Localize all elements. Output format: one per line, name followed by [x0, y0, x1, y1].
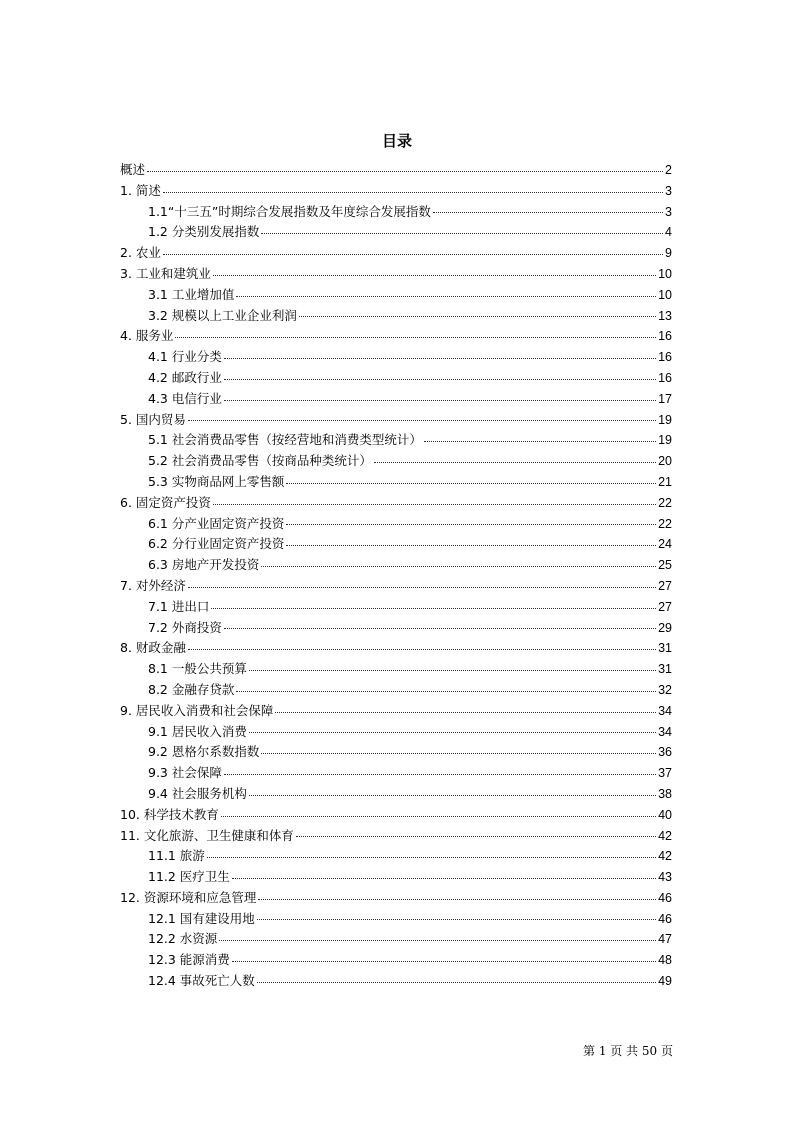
- toc-entry-label: 6.3 房地产开发投资: [148, 557, 260, 573]
- toc-entry[interactable]: [120, 181, 672, 202]
- toc-entry[interactable]: [120, 846, 672, 867]
- toc-dot-leader: [257, 918, 656, 920]
- toc-entry[interactable]: [120, 410, 672, 431]
- toc-entry[interactable]: [120, 909, 672, 930]
- toc-entry-label: 1.2 分类别发展指数: [148, 224, 260, 240]
- toc-entry-label: 9. 居民收入消费和社会保障: [120, 702, 274, 718]
- toc-dot-leader: [299, 315, 656, 317]
- toc-entry[interactable]: [120, 638, 672, 659]
- toc-entry[interactable]: [120, 576, 672, 597]
- toc-entry[interactable]: [120, 742, 672, 763]
- toc-entry-page: 9: [665, 246, 672, 261]
- toc-entry-label: 7.2 外商投资: [148, 619, 222, 635]
- toc-entry[interactable]: [120, 597, 672, 618]
- toc-entry-label: 6.2 分行业固定资产投资: [148, 536, 285, 552]
- toc-entry-page: 34: [658, 703, 672, 718]
- toc-entry-label: 12.2 水资源: [148, 931, 218, 947]
- toc-entry-label: 9.3 社会保障: [148, 765, 222, 781]
- toc-entry-label: 4.3 电信行业: [148, 390, 222, 406]
- toc-entry-page: 46: [658, 890, 672, 905]
- toc-entry-label: 5.3 实物商品网上零售额: [148, 473, 285, 489]
- toc-entry-page: 48: [658, 953, 672, 968]
- toc-dot-leader: [163, 191, 663, 193]
- toc-entry[interactable]: [120, 950, 672, 971]
- toc-entry-label: 11. 文化旅游、卫生健康和体育: [120, 827, 294, 843]
- toc-dot-leader: [424, 440, 656, 442]
- toc-entry-page: 16: [658, 370, 672, 385]
- toc-dot-leader: [296, 835, 656, 837]
- toc-entry[interactable]: [120, 514, 672, 535]
- toc-dot-leader: [224, 399, 656, 401]
- toc-dot-leader: [147, 170, 663, 172]
- toc-dot-leader: [374, 461, 656, 463]
- toc-entry[interactable]: [120, 347, 672, 368]
- toc-dot-leader: [224, 378, 656, 380]
- toc-entry[interactable]: [120, 826, 672, 847]
- toc-entry-label: 11.2 医疗卫生: [148, 869, 230, 885]
- toc-entry[interactable]: [120, 659, 672, 680]
- toc-entry-label: 10. 科学技术教育: [120, 806, 219, 822]
- toc-entry-page: 47: [658, 932, 672, 947]
- toc-entry-page: 2: [665, 163, 672, 177]
- toc-entry-label: 7. 对外经济: [120, 577, 186, 593]
- toc-entry[interactable]: [120, 534, 672, 555]
- toc-dot-leader: [286, 482, 656, 484]
- toc-dot-leader: [236, 295, 656, 297]
- toc-entry-label: 3. 工业和建筑业: [120, 265, 211, 281]
- toc-entry-page: 3: [665, 183, 672, 198]
- toc-entry[interactable]: [120, 971, 672, 992]
- toc-dot-leader: [207, 856, 656, 858]
- toc-entry[interactable]: [120, 451, 672, 472]
- toc-dot-leader: [286, 544, 656, 546]
- toc-entry-page: 31: [658, 662, 672, 677]
- toc-entry[interactable]: [120, 264, 672, 285]
- toc-entry-label: 8.1 一般公共预算: [148, 661, 247, 677]
- toc-dot-leader: [257, 981, 656, 983]
- toc-dot-leader: [236, 690, 656, 692]
- toc-entry-label: 8. 财政金融: [120, 640, 186, 656]
- toc-entry-label: 12.4 事故死亡人数: [148, 973, 255, 989]
- toc-entry-label: 5. 国内贸易: [120, 411, 186, 427]
- toc-title: 目录: [381, 132, 412, 150]
- toc-dot-leader: [286, 523, 656, 525]
- toc-entry[interactable]: [120, 784, 672, 805]
- toc-entry-page: 40: [658, 807, 672, 822]
- toc-entry-label: 12.3 能源消费: [148, 952, 230, 968]
- toc-dot-leader: [258, 898, 656, 900]
- toc-entry-page: 27: [658, 599, 672, 614]
- toc-entry-label: 4.2 邮政行业: [148, 369, 222, 385]
- toc-entry-label: 3.2 规模以上工业企业利润: [148, 307, 297, 323]
- toc-entry-page: 36: [658, 745, 672, 760]
- toc-entry-label: 3.1 工业增加值: [148, 286, 235, 302]
- toc-entry[interactable]: [120, 202, 672, 223]
- toc-dot-leader: [232, 877, 656, 879]
- toc-dot-leader: [249, 794, 656, 796]
- toc-entry-page: 32: [658, 682, 672, 697]
- toc-entry-label: 9.1 居民收入消费: [148, 723, 247, 739]
- toc-entry-label: 2. 农业: [120, 245, 161, 261]
- toc-entry-page: 43: [658, 870, 672, 885]
- toc-entry-page: 29: [658, 620, 672, 635]
- toc-entry-page: 46: [658, 911, 672, 926]
- toc-dot-leader: [275, 711, 656, 713]
- toc-dot-leader: [232, 960, 656, 962]
- toc-entry[interactable]: [120, 306, 672, 327]
- toc-entry-label: 1.1“十三五”时期综合发展指数及年度综合发展指数: [148, 203, 431, 219]
- toc-entry-page: 16: [658, 329, 672, 344]
- toc-entry-page: 13: [658, 308, 672, 323]
- toc-entry[interactable]: [120, 805, 672, 826]
- toc-dot-leader: [224, 357, 656, 359]
- toc-entry-label: 9.4 社会服务机构: [148, 785, 247, 801]
- toc-entry-page: 25: [658, 558, 672, 573]
- toc-entry[interactable]: [120, 680, 672, 701]
- toc-dot-leader: [261, 232, 663, 234]
- toc-entry-label: 5.1 社会消费品零售（按经营地和消费类型统计）: [148, 432, 422, 448]
- toc-entry-page: 34: [658, 724, 672, 739]
- toc-entry-page: 42: [658, 849, 672, 864]
- toc-entry-label: 4.1 行业分类: [148, 349, 222, 365]
- toc-dot-leader: [163, 253, 663, 255]
- page-footer: 第 1 页 共 50 页: [583, 1044, 673, 1058]
- toc-entry-label: 7.1 进出口: [148, 598, 210, 614]
- toc-entry[interactable]: [120, 368, 672, 389]
- toc-dot-leader: [213, 503, 656, 505]
- toc-entry-page: 19: [658, 433, 672, 448]
- toc-entry[interactable]: [120, 472, 672, 493]
- toc-entry[interactable]: [120, 389, 672, 410]
- toc-entry-page: 22: [658, 495, 672, 510]
- toc-entry[interactable]: [120, 243, 672, 264]
- toc-entry[interactable]: [120, 160, 672, 181]
- toc-dot-leader: [249, 731, 656, 733]
- toc-entry-page: 10: [658, 266, 672, 281]
- toc-entry[interactable]: [120, 701, 672, 722]
- toc-entry-label: 6. 固定资产投资: [120, 494, 211, 510]
- toc-entry-label: 5.2 社会消费品零售（按商品种类统计）: [148, 453, 372, 469]
- toc-entry-label: 12. 资源环境和应急管理: [120, 889, 257, 905]
- toc-dot-leader: [224, 773, 656, 775]
- toc-dot-leader: [219, 939, 656, 941]
- toc-entry-label: 1. 简述: [120, 182, 161, 198]
- toc-entry[interactable]: [120, 618, 672, 639]
- toc-entry-page: 42: [658, 828, 672, 843]
- toc-entry-label: 4. 服务业: [120, 328, 174, 344]
- toc-entry-label: 11.1 旅游: [148, 848, 205, 864]
- toc-entry[interactable]: [120, 555, 672, 576]
- toc-dot-leader: [249, 669, 656, 671]
- toc-entry[interactable]: [120, 867, 672, 888]
- toc-entry-page: 17: [658, 391, 672, 406]
- toc-dot-leader: [213, 274, 656, 276]
- toc-entry-page: 37: [658, 766, 672, 781]
- toc-entry-page: 49: [658, 974, 672, 989]
- toc-dot-leader: [433, 211, 663, 213]
- toc-entry[interactable]: [120, 888, 672, 909]
- toc-entry[interactable]: [120, 722, 672, 743]
- toc-entry[interactable]: [120, 285, 672, 306]
- toc-entry[interactable]: [120, 493, 672, 514]
- toc-entry-page: 21: [658, 474, 672, 489]
- toc-list: [120, 160, 672, 992]
- toc-dot-leader: [261, 565, 656, 567]
- toc-entry-label: 6.1 分产业固定资产投资: [148, 515, 285, 531]
- toc-entry-page: 31: [658, 641, 672, 656]
- toc-entry-label: 12.1 国有建设用地: [148, 910, 255, 926]
- toc-dot-leader: [211, 607, 656, 609]
- toc-dot-leader: [224, 627, 656, 629]
- toc-dot-leader: [175, 336, 656, 338]
- toc-entry-page: 24: [658, 537, 672, 552]
- toc-entry-label: 概述: [120, 162, 146, 177]
- toc-entry-page: 38: [658, 786, 672, 801]
- toc-entry[interactable]: [120, 763, 672, 784]
- toc-entry-page: 4: [665, 225, 672, 240]
- toc-entry-page: 22: [658, 516, 672, 531]
- toc-entry[interactable]: [120, 326, 672, 347]
- toc-entry-page: 27: [658, 578, 672, 593]
- toc-entry-page: 3: [665, 204, 672, 219]
- toc-entry[interactable]: [120, 222, 672, 243]
- toc-dot-leader: [261, 752, 656, 754]
- toc-entry-page: 10: [658, 287, 672, 302]
- toc-entry-label: 9.2 恩格尔系数指数: [148, 744, 260, 760]
- toc-dot-leader: [188, 586, 656, 588]
- toc-entry[interactable]: [120, 929, 672, 950]
- toc-entry-label: 8.2 金融存贷款: [148, 681, 235, 697]
- toc-dot-leader: [188, 419, 656, 421]
- toc-dot-leader: [188, 648, 656, 650]
- toc-entry-page: 20: [658, 454, 672, 469]
- toc-entry[interactable]: [120, 430, 672, 451]
- toc-entry-page: 19: [658, 412, 672, 427]
- toc-entry-page: 16: [658, 350, 672, 365]
- toc-dot-leader: [221, 815, 656, 817]
